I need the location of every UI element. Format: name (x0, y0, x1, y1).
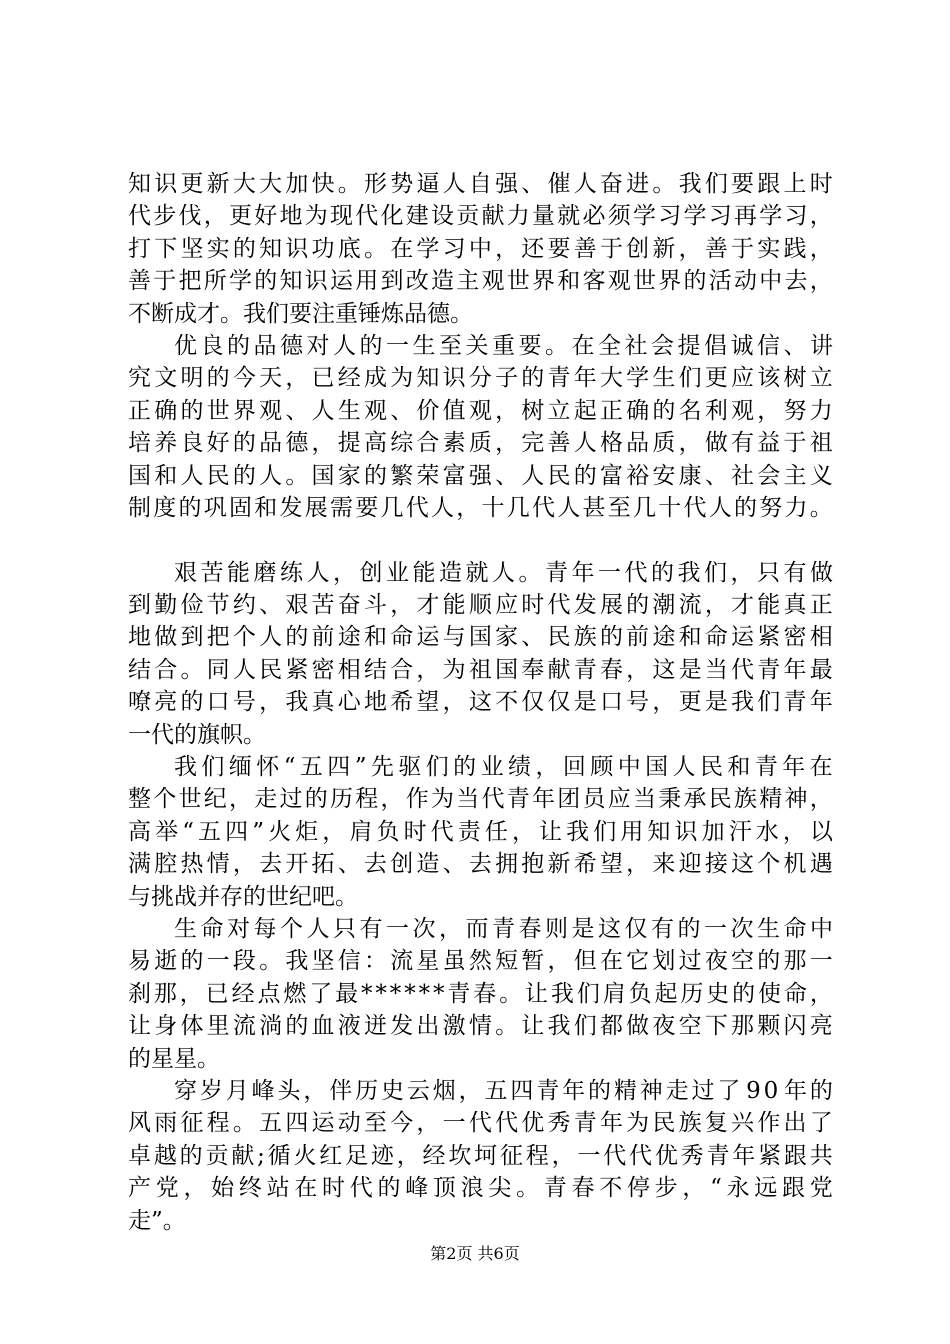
text-line: 产 党 ， 始 终 站 在 时 代 的 峰 顶 浪 尖 。 青 春 不 停 步 ， “ 永 远 跟 党 (128, 1175, 833, 1202)
text-line: 制 度 的 巩 固 和 发 展 需 要 几 代 人 ， 十 几 代 人 甚 至 几 十 代 人 的 努 力 。 (128, 494, 833, 521)
paragraph-gap (128, 524, 833, 556)
document-body (128, 168, 833, 1237)
text-line: 风 雨 征 程 。 五 四 运 动 至 今 ， 一 代 代 优 秀 青 年 为 民 族 复 兴 作 出 了 (128, 1110, 833, 1137)
paragraph (128, 1075, 833, 1237)
paragraph (128, 913, 833, 1075)
text-line: 高 举 “ 五 四 ” 火 炬 ， 肩 负 时 代 责 任 ， 让 我 们 用 知 识 加 汗 水 ， 以 (128, 818, 833, 845)
text-line: 结 合 。 同 人 民 紧 密 相 结 合 ， 为 祖 国 奉 献 青 春 ， 这 是 当 代 青 年 最 (128, 656, 833, 683)
text-line: 的星星。 (128, 1045, 220, 1072)
text-line: 嘹 亮 的 口 号 ， 我 真 心 地 希 望 ， 这 不 仅 仅 是 口 号 ， 更 是 我 们 青 年 (128, 689, 833, 716)
text-line: 走”。 (128, 1207, 186, 1234)
text-line: 国 和 人 民 的 人 。 国 家 的 繁 荣 富 强 、 人 民 的 富 裕 安 康 、 社 会 主 义 (128, 462, 833, 489)
text-line: 我 们 缅 怀 “ 五 四 ” 先 驱 们 的 业 绩 ， 回 顾 中 国 人 民 和 青 年 在 (174, 754, 833, 781)
paragraph (128, 557, 833, 751)
text-line: 优 良 的 品 德 对 人 的 一 生 至 关 重 要 。 在 全 社 会 提 倡 诚 信 、 讲 (174, 332, 833, 359)
text-line: 究 文 明 的 今 天 ， 已 经 成 为 知 识 分 子 的 青 年 大 学 生 们 更 应 该 树 立 (128, 365, 833, 392)
text-line: 生 命 对 每 个 人 只 有 一 次 ， 而 青 春 则 是 这 仅 有 的 一 次 生 命 中 (174, 915, 833, 942)
text-line: 易 逝 的 一 段 。 我 坚 信 ： 流 星 虽 然 短 暂 ， 但 在 它 划 过 夜 空 的 那 一 (128, 948, 833, 975)
text-line: 知 识 更 新 大 大 加 快 。 形 势 逼 人 自 强 、 催 人 奋 进 。 我 们 要 跟 上 时 (128, 171, 833, 197)
text-line: 代 步 伐 ， 更 好 地 为 现 代 化 建 设 贡 献 力 量 就 必 须 学 习 学 习 再 学 习 ， (128, 203, 833, 230)
paragraph (128, 168, 833, 330)
text-line: 满 腔 热 情 ， 去 开 拓 、 去 创 造 、 去 拥 抱 新 希 望 ， 来 迎 接 这 个 机 遇 (128, 851, 833, 878)
paragraph (128, 751, 833, 913)
text-line: 让 身 体 里 流 淌 的 血 液 迸 发 出 激 情 。 让 我 们 都 做 夜 空 下 那 颗 闪 亮 (128, 1013, 833, 1040)
text-line: 不断成才。我们要注重锤炼品德。 (128, 300, 473, 327)
text-line: 与挑战并存的世纪吧。 (128, 883, 358, 910)
text-line: 正 确 的 世 界 观 、 人 生 观 、 价 值 观 ， 树 立 起 正 确 的 名 利 观 ， 努 力 (128, 397, 833, 424)
page-number-footer: 第2页 共6页 (430, 1244, 520, 1263)
text-line: 刹 那 ， 已 经 点 燃 了 最 * * * * * * 青 春 。 让 我 们 肩 负 起 历 史 的 使 命 ， (128, 980, 833, 1007)
text-line: 到 勤 俭 节 约 、 艰 苦 奋 斗 ， 才 能 顺 应 时 代 发 展 的 潮 流 ， 才 能 真 正 (128, 592, 833, 619)
text-line: 培 养 良 好 的 品 德 ， 提 高 综 合 素 质 ， 完 善 人 格 品 质 ， 做 有 益 于 祖 (128, 430, 833, 457)
text-line: 打 下 坚 实 的 知 识 功 底 。 在 学 习 中 ， 还 要 善 于 创 新 ， 善 于 实 践 ， (128, 235, 833, 262)
text-line: 整 个 世 纪 ， 走 过 的 历 程 ， 作 为 当 代 青 年 团 员 应 当 秉 承 民 族 精 神 ， (128, 786, 833, 813)
text-line: 卓 越 的 贡 献 ; 循 火 红 足 迹 ， 经 坎 坷 征 程 ， 一 代 代 优 秀 青 年 紧 跟 共 (128, 1142, 833, 1169)
text-line: 一代的旗帜。 (128, 721, 266, 748)
text-line: 艰 苦 能 磨 练 人 ， 创 业 能 造 就 人 。 青 年 一 代 的 我 们 ， 只 有 做 (174, 559, 833, 586)
text-line: 穿 岁 月 峰 头 ， 伴 历 史 云 烟 ， 五 四 青 年 的 精 神 走 过 了 9 0 年 的 (174, 1077, 833, 1104)
text-line: 地 做 到 把 个 人 的 前 途 和 命 运 与 国 家 、 民 族 的 前 途 和 命 运 紧 密 相 (128, 624, 833, 651)
paragraph (128, 330, 833, 524)
text-line: 善 于 把 所 学 的 知 识 运 用 到 改 造 主 观 世 界 和 客 观 世 界 的 活 动 中 去 ， (128, 268, 833, 295)
